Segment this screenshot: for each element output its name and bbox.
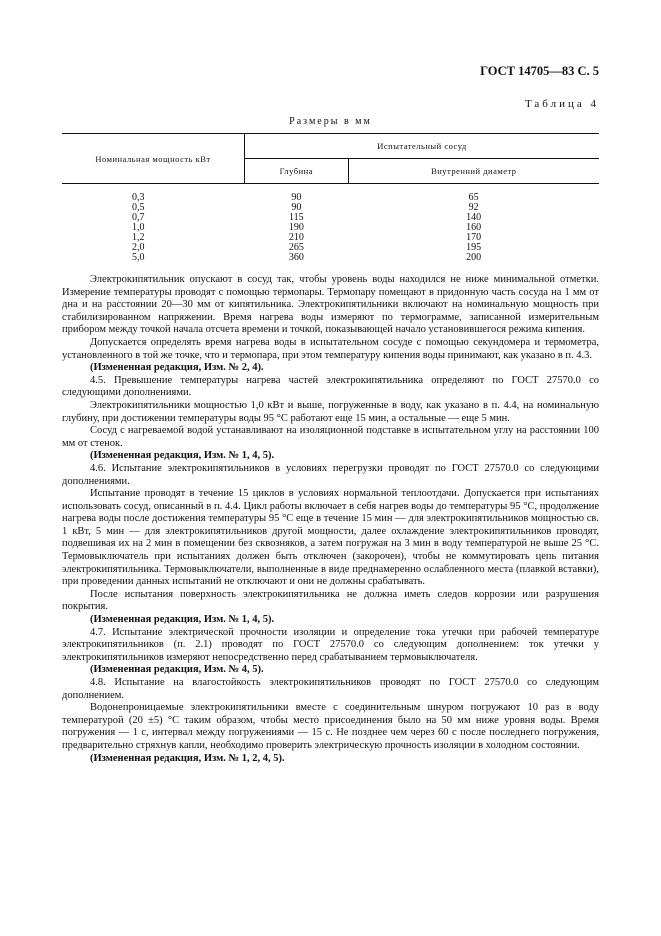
cell-diameter: 140 [466, 212, 482, 223]
table-row [62, 184, 599, 204]
cell-power: 2,0 [132, 242, 145, 253]
cell-power: 5,0 [132, 252, 145, 263]
cell-depth: 90 [291, 192, 302, 203]
cell-diameter: 195 [466, 242, 482, 253]
cell-depth: 115 [289, 212, 304, 223]
paragraph: Допускается определять время нагрева воды в испытательном сосуде с помощью секундомера и термометра, установленного в той же точке, что и термопара, при этом температуру кипения воды принимают, как указано в п. 4.3. [62, 336, 599, 361]
paragraph: 4.5. Превышение температуры нагрева частей электрокипятильника определяют по ГОСТ 27570.0 со следующими дополнениями. [62, 374, 599, 399]
cell-diameter: 92 [468, 202, 479, 213]
revision-note: (Измененная редакция, Изм. № 1, 4, 5). [90, 614, 275, 626]
paragraph: 4.7. Испытание электрической прочности изоляции и определение тока утечки при рабочей температуре электрокипятильников (п. 2.1) проводят по ГОСТ 27570.0 со следующим дополнением: ток утечки у электрокипятильников измеряют непосредственно перед срабатыванием термовыключателя. [62, 626, 599, 663]
table-body [62, 184, 599, 264]
paragraph: Электрокипятильник опускают в сосуд так, чтобы уровень воды находился не ниже минимальной отметки. Измерение температуры проводят с помощью термопары. Термопару помещают в придонную часть сосуда на 1 мм от дна и на расстоянии 20—30 мм от кипятильника. Электрокипятильники включают на номинальную мощность при стабилизированном напряжении. Время нагрева воды измеряют по термограмме, записанной измерительным прибором между точкой начала отсчета времени и точкой, показывающей начало установившегося режима кипения. [62, 274, 599, 336]
cell-depth: 360 [288, 252, 304, 263]
cell-power: 0,7 [132, 212, 145, 223]
paragraph: 4.6. Испытание электрокипятильников в условиях перегрузки проводят по ГОСТ 27570.0 со следующими дополнениями. [62, 462, 599, 487]
document-header: ГОСТ 14705—83 С. 5 [480, 64, 599, 78]
paragraph: После испытания поверхность электрокипятильника не должна иметь следов коррозии или разрушения покрытия. [62, 588, 599, 613]
table-row [62, 253, 599, 263]
paragraph: 4.8. Испытание на влагостойкость электрокипятильников проводят по ГОСТ 27570.0 со следующим дополнением. [62, 677, 599, 701]
paragraph: Водонепроницаемые электрокипятильники вместе с соединительным шнуром погружают 10 раз в воду температурой (20 ±5) °С таким образом, чтобы место присоединения было на 50 мм ниже уровня воды. Время погружения — 1 с, интервал между погружениями — 15 с. Не позднее чем через 60 с после последнего погружения, предварительно стряхнув капли, необходимо проверить электрическую прочность изоляции в холодном состоянии. [62, 702, 599, 751]
cell-power: 1,2 [132, 232, 145, 243]
cell-diameter: 170 [466, 232, 482, 243]
document-body [62, 274, 599, 765]
revision-note: (Измененная редакция, Изм. № 2, 4). [90, 362, 264, 374]
cell-depth: 210 [288, 232, 304, 243]
cell-depth: 265 [288, 242, 304, 253]
column-header-power: Номинальная мощность кВт [62, 134, 245, 184]
paragraph: Сосуд с нагреваемой водой устанавливают на изоляционной подставке в испытательном углу на расстоянии 100 мм от стенок. [62, 425, 599, 449]
cell-diameter: 200 [466, 252, 482, 263]
cell-diameter: 65 [468, 192, 479, 203]
table-units: Размеры в мм [289, 116, 372, 127]
cell-power: 0,5 [132, 202, 145, 213]
paragraph: Испытание проводят в течение 15 циклов в условиях нормальной теплоотдачи. Допускается при испытаниях использовать сосуд, описанный в п. 4.4. Цикл работы включает в себя нагрев воды до температуры 95 °С, продолжение нагрева воды после достижения температуры 95 °С еще в течение 15 мин — для электрокипятильников мощностью св. 1 кВт, 5 мин — для электрокипятильников другой мощности, далее охлаждение электрокипятильников проводят, подвешивая их на 2 мин в помещении без сквозняков, а затем погружая на 3 мин в воду температурой не выше 25 °С. Термовыключатель при испытаниях должен быть отключен (закорочен), чтобы не коммутировать цепь питания электрокипятильника. Термовыключатели, выполненные в виде преднамеренно ослабленного места (плавкой вставки), при проведении данных испытаний не отключают и они не должны срабатывать. [62, 488, 599, 588]
table-label: Таблица 4 [524, 98, 599, 110]
cell-depth: 190 [288, 222, 304, 233]
revision-note: (Измененная редакция, Изм. № 1, 2, 4, 5). [90, 752, 285, 764]
cell-diameter: 160 [466, 222, 482, 233]
revision-note: (Измененная редакция, Изм. № 4, 5). [90, 664, 264, 676]
cell-depth: 90 [291, 202, 302, 213]
revision-note: (Измененная редакция, Изм. № 1, 4, 5). [90, 450, 275, 462]
paragraph: Электрокипятильники мощностью 1,0 кВт и выше, погруженные в воду, как указано в п. 4.4, на номинальную глубину, при достижении температуры воды 95 °С работают еще 15 мин, а остальные — еще 5 мин. [62, 399, 599, 424]
cell-power: 1,0 [132, 222, 145, 233]
column-header-vessel: Испытательный сосуд [245, 134, 600, 159]
column-header-depth: Глубина [245, 159, 349, 184]
column-header-diameter: Внутренний диаметр [348, 159, 599, 184]
cell-power: 0,3 [132, 192, 145, 203]
dimensions-table [62, 133, 599, 263]
